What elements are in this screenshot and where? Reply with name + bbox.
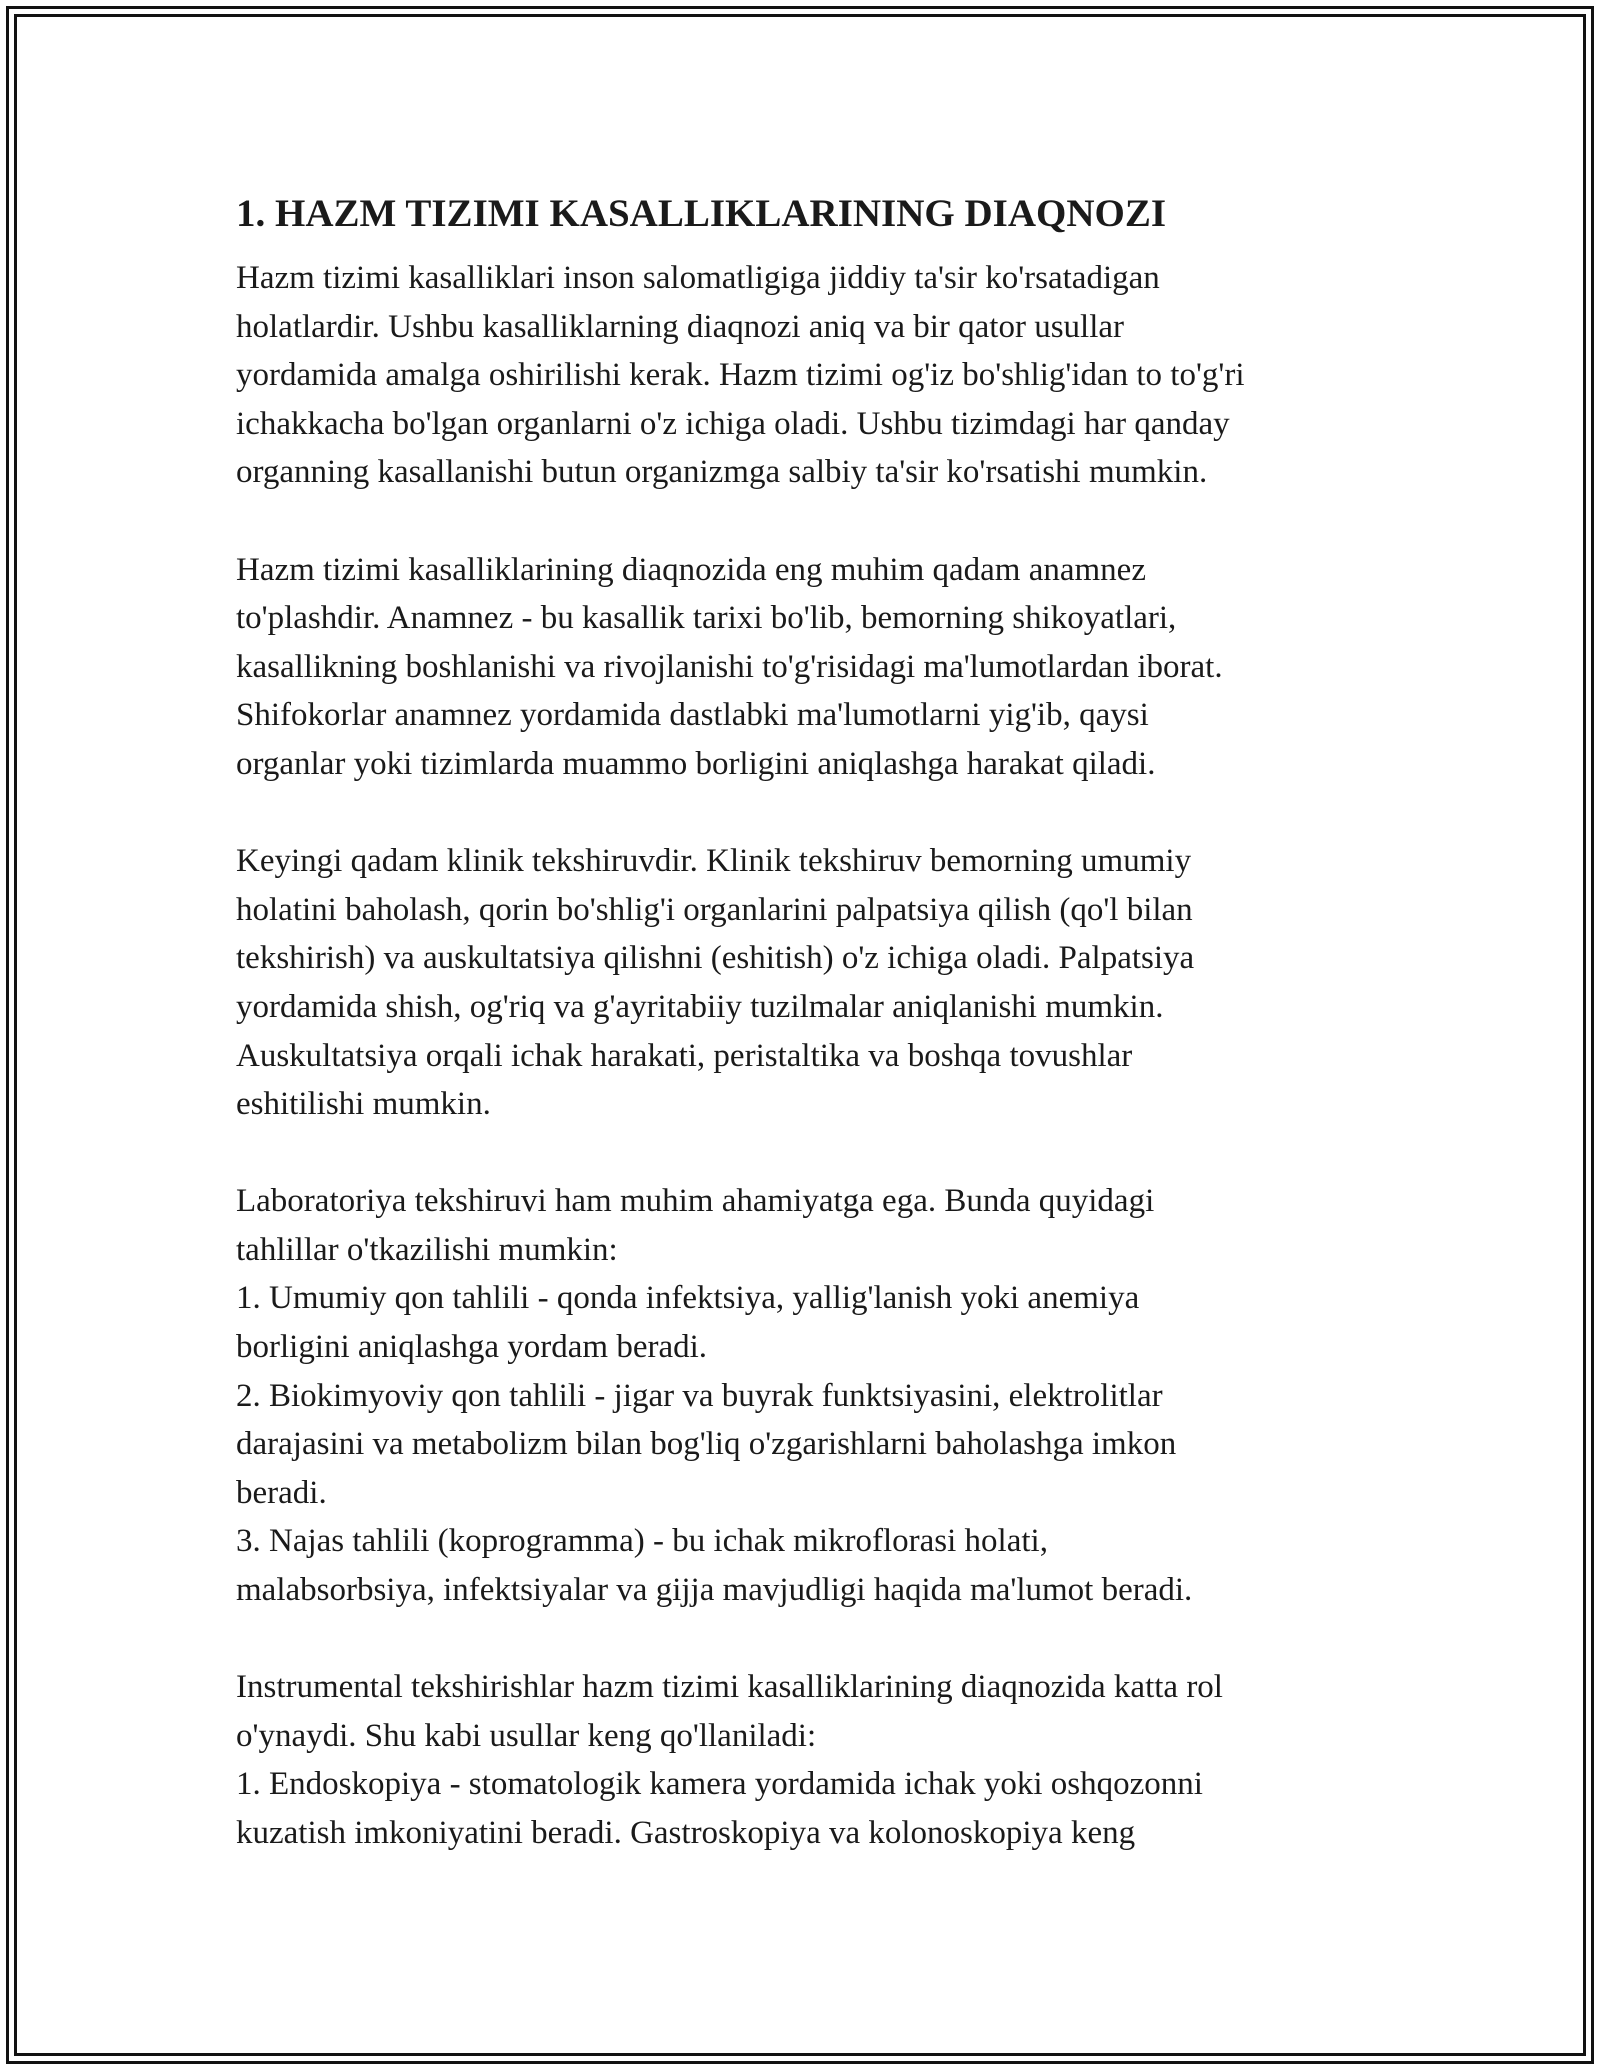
list-item-line: 1. Umumiy qon tahlili - qonda infektsiya, yallig'lanish yoki anemiya [236, 1280, 1140, 1317]
text-line: o'ynaydi. Shu kabi usullar keng qo'llaniladi: [236, 1717, 817, 1754]
text-line: eshitilishi mumkin. [236, 1086, 491, 1123]
paragraph-clinical-exam [236, 837, 1386, 1129]
paragraph-spacer [236, 1615, 1386, 1664]
text-line: organning kasallanishi butun organizmga salbiy ta'sir ko'rsatishi mumkin. [236, 454, 1208, 491]
text-line: organlar yoki tizimlarda muammo borligini aniqlashga harakat qiladi. [236, 745, 1156, 782]
paragraph-spacer [236, 1129, 1386, 1178]
paragraph-introduction [236, 254, 1386, 497]
paragraph-instrumental [236, 1663, 1386, 1857]
text-line: yordamida amalga oshirilishi kerak. Hazm tizimi og'iz bo'shlig'idan to to'g'ri [236, 357, 1245, 394]
document-body [236, 186, 1386, 1858]
text-line: Auskultatsiya orqali ichak harakati, peristaltika va boshqa tovushlar [236, 1037, 1133, 1074]
list-item-line: malabsorbsiya, infektsiyalar va gijja mavjudligi haqida ma'lumot beradi. [236, 1572, 1193, 1609]
paragraph-anamnesis [236, 546, 1386, 789]
document-title: 1. HAZM TIZIMI KASALLIKLARINING DIAQNOZI [236, 192, 1167, 235]
list-item-line: 1. Endoskopiya - stomatologik kamera yordamida ichak yoki oshqozonni [236, 1766, 1203, 1803]
list-item-line: 3. Najas tahlili (koprogramma) - bu ichak mikroflorasi holati, [236, 1523, 1048, 1560]
text-line: Keyingi qadam klinik tekshiruvdir. Klinik tekshiruv bemorning umumiy [236, 843, 1192, 880]
text-line: Instrumental tekshirishlar hazm tizimi kasalliklarining diaqnozida katta rol [236, 1669, 1223, 1706]
text-line: tahlillar o'tkazilishi mumkin: [236, 1231, 618, 1268]
list-item-line: darajasini va metabolizm bilan bog'liq o'zgarishlarni baholashga imkon [236, 1426, 1177, 1463]
text-line: holatini baholash, qorin bo'shlig'i organlarini palpatsiya qilish (qo'l bilan [236, 891, 1193, 928]
text-line: Laboratoriya tekshiruvi ham muhim ahamiyatga ega. Bunda quyidagi [236, 1183, 1155, 1220]
text-line: kasallikning boshlanishi va rivojlanishi to'g'risidagi ma'lumotlardan iborat. [236, 648, 1223, 685]
text-line: Hazm tizimi kasalliklarining diaqnozida eng muhim qadam anamnez [236, 551, 1146, 588]
text-line: tekshirish) va auskultatsiya qilishni (eshitish) o'z ichiga oladi. Palpatsiya [236, 940, 1195, 977]
text-line: holatlardir. Ushbu kasalliklarning diaqnozi aniq va bir qator usullar [236, 308, 1125, 345]
paragraph-laboratory [236, 1177, 1386, 1614]
list-item-line: kuzatish imkoniyatini beradi. Gastroskopiya va kolonoskopiya keng [236, 1815, 1136, 1851]
text-line: ichakkacha bo'lgan organlarni o'z ichiga oladi. Ushbu tizimdagi har qanday [236, 405, 1230, 442]
text-line: to'plashdir. Anamnez - bu kasallik tarixi bo'lib, bemorning shikoyatlari, [236, 600, 1177, 637]
paragraph-spacer [236, 497, 1386, 546]
text-line: Shifokorlar anamnez yordamida dastlabki ma'lumotlarni yig'ib, qaysi [236, 697, 1149, 734]
list-item-line: beradi. [236, 1474, 327, 1511]
text-line: Hazm tizimi kasalliklari inson salomatligiga jiddiy ta'sir ko'rsatadigan [236, 260, 1160, 296]
text-line: yordamida shish, og'riq va g'ayritabiiy tuzilmalar aniqlanishi mumkin. [236, 988, 1164, 1025]
list-item-line: 2. Biokimyoviy qon tahlili - jigar va buyrak funktsiyasini, elektrolitlar [236, 1377, 1163, 1414]
list-item-line: borligini aniqlashga yordam beradi. [236, 1329, 708, 1366]
paragraph-spacer [236, 789, 1386, 838]
